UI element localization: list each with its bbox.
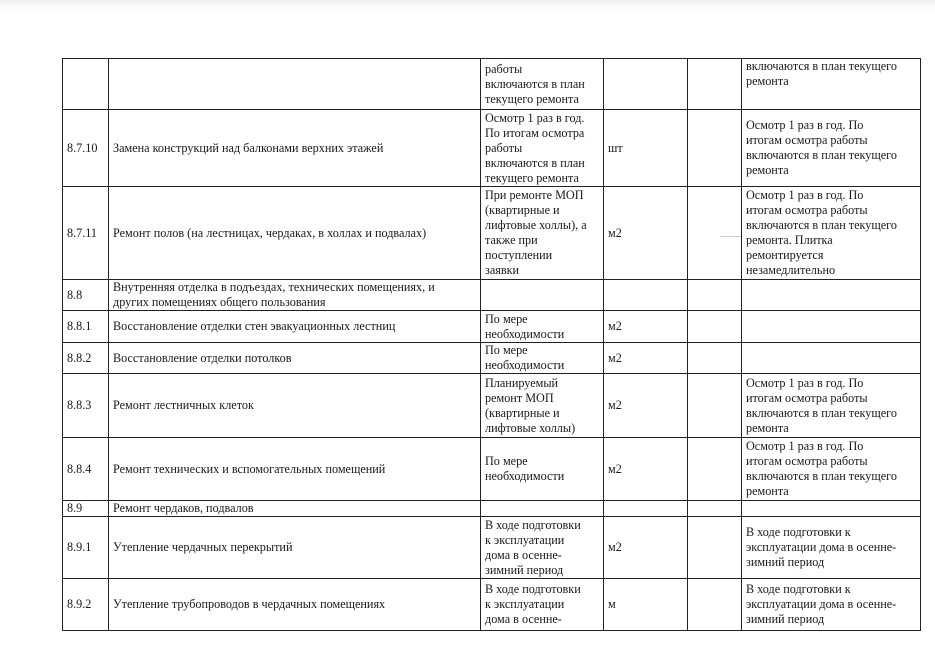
periodicity-text: По мере необходимости (485, 311, 565, 341)
work-name: Ремонт технических и вспомогательных помещений (109, 438, 481, 501)
unit: м2 (604, 187, 688, 280)
periodicity-text: работы включаются в план текущего ремонта (485, 61, 585, 106)
item-number: 8.7.11 (63, 187, 109, 280)
item-number: 8.8.3 (63, 374, 109, 438)
unit: м2 (604, 517, 688, 579)
note-text: В ходе подготовки к эксплуатации дома в осенне- зимний период (746, 582, 897, 626)
periodicity (481, 501, 604, 517)
section-title-text: Внутренняя отделка в подъездах, технических помещениях, и других помещениях общего пользования (113, 280, 435, 309)
section-title (109, 280, 481, 311)
table-row (63, 59, 921, 110)
extra-cell (688, 110, 742, 187)
periodicity-text: По мере необходимости (485, 343, 565, 372)
unit: м2 (604, 343, 688, 374)
table-row (63, 187, 921, 280)
extra-cell (688, 579, 742, 631)
section-title: Ремонт чердаков, подвалов (109, 501, 481, 517)
note (742, 343, 921, 374)
note-text: Осмотр 1 раз в год. По итогам осмотра работы включаются в план текущего ремонта (746, 439, 897, 498)
periodicity (481, 59, 604, 110)
unit (604, 280, 688, 311)
periodicity-text: При ремонте МОП (квартирные и лифтовые холлы), а также при поступлении заявки (485, 188, 587, 277)
periodicity (481, 187, 604, 280)
table-row (63, 311, 921, 343)
periodicity (481, 579, 604, 631)
table-row (63, 517, 921, 579)
item-number: 8.9.2 (63, 579, 109, 631)
document-page (62, 58, 920, 631)
periodicity (481, 517, 604, 579)
note-text: Осмотр 1 раз в год. По итогам осмотра работы включаются в план текущего ремонта (746, 375, 897, 435)
work-name: Утепление чердачных перекрытий (109, 517, 481, 579)
periodicity (481, 343, 604, 374)
extra-cell (688, 517, 742, 579)
note (742, 517, 921, 579)
note (742, 59, 921, 110)
unit: м (604, 579, 688, 631)
item-number: 8.8.2 (63, 343, 109, 374)
extra-cell (688, 59, 742, 110)
extra-cell (688, 374, 742, 438)
note-text: Осмотр 1 раз в год. По итогам осмотра работы включаются в план текущего ремонта (746, 118, 897, 177)
extra-cell (688, 343, 742, 374)
periodicity (481, 311, 604, 343)
unit: м2 (604, 438, 688, 501)
note-text: В ходе подготовки к эксплуатации дома в осенне- зимний период (746, 525, 897, 569)
work-name: Восстановление отделки стен эвакуационных лестниц (109, 311, 481, 343)
periodicity-text: Планируемый ремонт МОП (квартирные и лифтовые холлы) (485, 375, 576, 435)
item-number: 8.7.10 (63, 110, 109, 187)
item-number: 8.8.4 (63, 438, 109, 501)
table-row (63, 374, 921, 438)
periodicity-text: По мере необходимости (485, 454, 565, 483)
scan-edge-shadow (0, 0, 935, 10)
note (742, 280, 921, 311)
item-number: 8.9.1 (63, 517, 109, 579)
work-name: Восстановление отделки потолков (109, 343, 481, 374)
unit (604, 59, 688, 110)
table-row (63, 110, 921, 187)
maintenance-schedule-table (62, 58, 921, 631)
unit (604, 501, 688, 517)
work-name: Ремонт лестничных клеток (109, 374, 481, 438)
periodicity-text: В ходе подготовки к эксплуатации дома в осенне- зимний период (485, 517, 581, 577)
note (742, 374, 921, 438)
work-name: Ремонт полов (на лестницах, чердаках, в холлах и подвалах) (109, 187, 481, 280)
work-name (109, 59, 481, 110)
periodicity (481, 438, 604, 501)
item-number: 8.9 (63, 501, 109, 517)
table-row (63, 438, 921, 501)
note (742, 579, 921, 631)
table-row (63, 343, 921, 374)
item-number: 8.8.1 (63, 311, 109, 343)
item-number (63, 59, 109, 110)
note-text: включаются в план текущего ремонта (746, 59, 897, 88)
extra-cell (688, 311, 742, 343)
periodicity-text: Осмотр 1 раз в год. По итогам осмотра работы включаются в план текущего ремонта (485, 110, 585, 185)
note-text: Осмотр 1 раз в год. По итогам осмотра работы включаются в план текущего ремонта. Плитка ремонтируется незамедлительно (746, 188, 897, 277)
extra-cell (688, 438, 742, 501)
extra-cell (688, 280, 742, 311)
note (742, 311, 921, 343)
note (742, 501, 921, 517)
periodicity (481, 280, 604, 311)
item-number: 8.8 (63, 280, 109, 311)
table-row-section (63, 280, 921, 311)
table-row-section (63, 501, 921, 517)
unit: м2 (604, 374, 688, 438)
periodicity (481, 110, 604, 187)
table-body (63, 59, 921, 631)
extra-cell (688, 501, 742, 517)
note (742, 438, 921, 501)
table-row (63, 579, 921, 631)
work-name: Утепление трубопроводов в чердачных помещениях (109, 579, 481, 631)
unit: м2 (604, 311, 688, 343)
extra-cell (688, 187, 742, 280)
note (742, 110, 921, 187)
work-name: Замена конструкций над балконами верхних этажей (109, 110, 481, 187)
unit: шт (604, 110, 688, 187)
note (742, 187, 921, 280)
periodicity (481, 374, 604, 438)
periodicity-text: В ходе подготовки к эксплуатации дома в осенне- (485, 582, 581, 626)
